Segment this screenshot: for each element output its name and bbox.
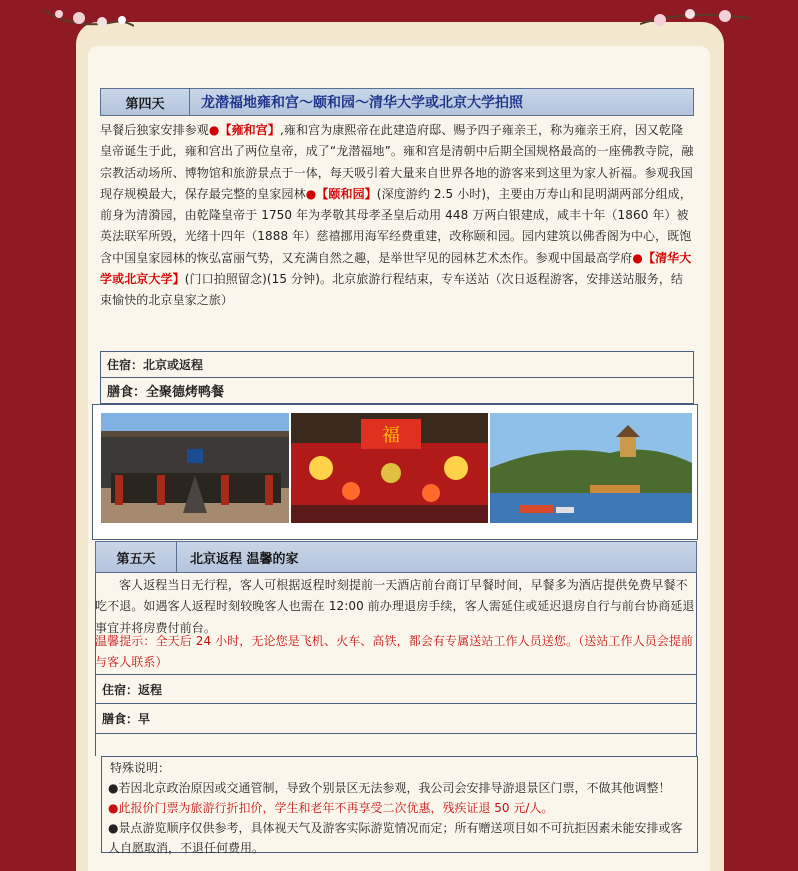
day5-meal: 膳食：早 (102, 712, 151, 726)
bullet-icon: ● (108, 801, 119, 815)
summer-palace-photo (490, 413, 692, 523)
note-item: ●若因北京政治原因或交通管制，导致个别景区无法参观，我公司会安排导游退景区门票，不做其他调整！ (108, 781, 671, 795)
day5-stay: 住宿：返程 (102, 682, 163, 697)
day5-meal-row (95, 704, 697, 734)
day4-highlight-yonghegong: 【雍和宫】 (219, 123, 280, 137)
day5-tip: 温馨提示：全天后 24 小时，无论您是飞机、火车、高铁，都会有专属送站工作人员送您。（送站工作人员会提前与客人联系） (95, 634, 694, 670)
svg-text:福: 福 (382, 425, 400, 446)
notes (108, 758, 694, 858)
day4-highlight-summer-palace: 【颐和园】 (316, 186, 377, 201)
notes-heading: 特殊说明： (110, 761, 171, 775)
day5-header (95, 541, 697, 573)
day5-title: 北京返程 温馨的家 (190, 551, 299, 567)
bullet-icon: ● (108, 821, 119, 835)
bullet-icon: ● (208, 123, 220, 137)
note-item: ●景点游览顺序仅供参考，具体视天气及游客实际游览情况而定；所有赠送项目如不可抗拒因素未能安排或客人自愿取消，不退任何费用。 (108, 821, 683, 855)
day4-text-1: 早餐后独家安排参观 (100, 123, 209, 137)
day4-description (100, 120, 694, 312)
day4-text-4: (门口拍照留念)(15 分钟)。北京旅游行程结束，专车送站（次日返程游客，安排送站服务，结束愉快的北京皇家之旅） (100, 272, 684, 308)
day4-text-3: (深度游约 2.5 小时)，主要由万寿山和昆明湖两部分组成，前身为清漪园，由乾隆皇帝于 1750 年为孝敬其母孝圣皇后动用 448 万两白银建成，咸丰十年（1860 年）被英法联军所毁，光绪十四年（1888 年）慈禧挪用海军经费重建，改称颐和园。园内建筑以佛香阁为中心，既饱含中国皇家园林的恢弘富丽气势，又充满自然之趣，是举世罕见的园林艺术杰作。参观中国最高学府 (100, 186, 692, 265)
day4-stay: 住宿：北京或返程 (107, 358, 204, 372)
note-item: ●此报价门票为旅游行折扣价，学生和老年不再享受二次优惠，残疾证退 50 元/人。 (108, 801, 554, 815)
day4-title: 龙潜福地雍和宫～颐和园～清华大学或北京大学拍照 (201, 95, 523, 111)
bullet-icon: ● (305, 186, 317, 201)
bullet-icon: ● (108, 781, 119, 795)
day4-meal-row (100, 378, 694, 404)
day4-text-2: ,雍和宫为康熙帝在此建造府邸、赐予四子雍亲王，称为雍亲王府，因又乾隆皇帝诞生于此，雍和宫出了两位皇帝，成了“龙潜福地”。雍和宫是清朝中后期全国规格最高的一座佛教寺院，融宗教活动场所、博物馆和旅游景点于一体，每天吸引着大量来自世界各地的游客来到这里为家人祈福。参观我国现存规模最大，保存最完整的皇家园林 (100, 123, 694, 201)
yonghegong-photo (101, 413, 289, 523)
day4-stay-row (100, 351, 694, 378)
day4-label: 第四天 (101, 89, 190, 115)
day5-stay-row (95, 674, 697, 704)
day5-label: 第五天 (96, 542, 177, 572)
day4-highlight-university: 【清华大学或北京大学】 (100, 250, 692, 287)
plum-blossom-decoration (44, 0, 134, 40)
bullet-icon: ● (632, 250, 643, 265)
plum-blossom-decoration (640, 0, 750, 40)
temple-fair-photo (291, 413, 488, 523)
day5-description: 客人返程当日无行程，客人可根据返程时刻提前一天酒店前台商订早餐时间，早餐多为酒店提供免费早餐不吃不退。如遇客人返程时刻较晚客人也需在 12:00 前办理退房手续，客人需延住或延迟退房自行与前台协商延退事宜并将房费付前台。 (95, 578, 695, 635)
day4-header (100, 88, 694, 116)
day4-meal: 膳食：全聚德烤鸭餐 (107, 385, 225, 400)
